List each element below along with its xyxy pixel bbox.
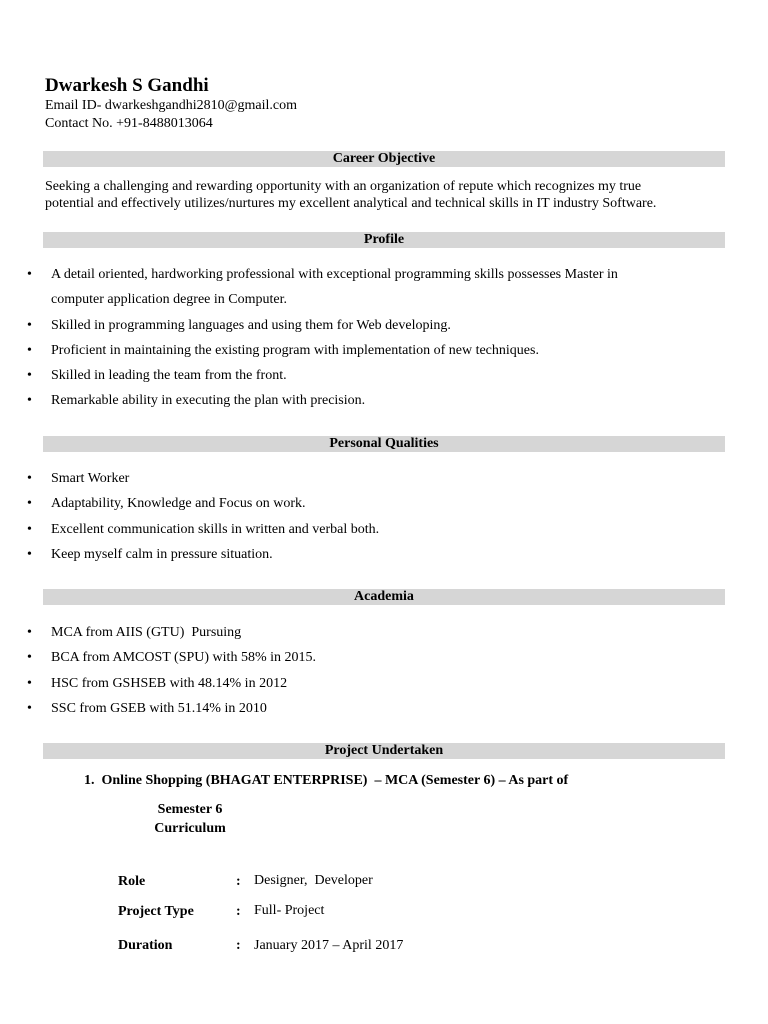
contact-line: Contact No. +91-8488013064 — [45, 116, 213, 131]
project-type-colon: : — [236, 904, 241, 919]
career-objective-line-1: Seeking a challenging and rewarding opportunity with an organization of repute which recognizes my true — [45, 179, 642, 194]
project-title: 1. Online Shopping (BHAGAT ENTERPRISE) – MCA (Semester 6) – As part of — [84, 773, 569, 788]
personal-qualities-heading: Personal Qualities — [43, 436, 725, 452]
duration-colon: : — [236, 938, 241, 953]
role-colon: : — [236, 874, 241, 889]
list-item: • BCA from AMCOST (SPU) with 58% in 2015. — [0, 645, 691, 670]
project-type-label: Project Type — [118, 904, 194, 919]
career-objective-line-2: potential and effectively utilizes/nurtures my excellent analytical and technical skills in IT industry Software. — [45, 196, 657, 211]
project-subtitle-line-2: Curriculum — [154, 821, 226, 836]
list-item: • MCA from AIIS (GTU) Pursuing — [0, 620, 691, 645]
profile-list — [0, 262, 691, 414]
project-heading: Project Undertaken — [43, 743, 725, 759]
personal-qualities-list — [0, 466, 691, 567]
role-label: Role — [118, 874, 146, 889]
role-value: Designer, Developer — [254, 873, 373, 888]
list-item: • Skilled in programming languages and using them for Web developing. — [0, 313, 691, 338]
list-item: • Smart Worker — [0, 466, 691, 491]
project-subtitle-line-1: Semester 6 — [157, 802, 223, 817]
project-subtitle — [130, 800, 250, 838]
candidate-name: Dwarkesh S Gandhi — [45, 75, 209, 96]
list-item: • Skilled in leading the team from the front. — [0, 363, 691, 388]
list-item: • Remarkable ability in executing the plan with precision. — [0, 388, 691, 413]
academia-heading: Academia — [43, 589, 725, 605]
list-item: • A detail oriented, hardworking professional with exceptional programming skills possesses Master in computer application degree in Computer. — [0, 262, 671, 313]
list-item: • Excellent communication skills in written and verbal both. — [0, 517, 691, 542]
duration-value: January 2017 – April 2017 — [254, 938, 404, 953]
email-line: Email ID- dwarkeshgandhi2810@gmail.com — [45, 98, 297, 113]
list-item: • Keep myself calm in pressure situation. — [0, 542, 691, 567]
career-objective-heading: Career Objective — [43, 151, 725, 167]
list-item: • Proficient in maintaining the existing program with implementation of new techniques. — [0, 338, 691, 363]
academia-list — [0, 620, 691, 721]
project-type-value: Full- Project — [254, 903, 325, 918]
profile-heading: Profile — [43, 232, 725, 248]
duration-label: Duration — [118, 938, 173, 953]
list-item: • Adaptability, Knowledge and Focus on work. — [0, 491, 691, 516]
list-item: • HSC from GSHSEB with 48.14% in 2012 — [0, 671, 691, 696]
list-item: • SSC from GSEB with 51.14% in 2010 — [0, 696, 691, 721]
